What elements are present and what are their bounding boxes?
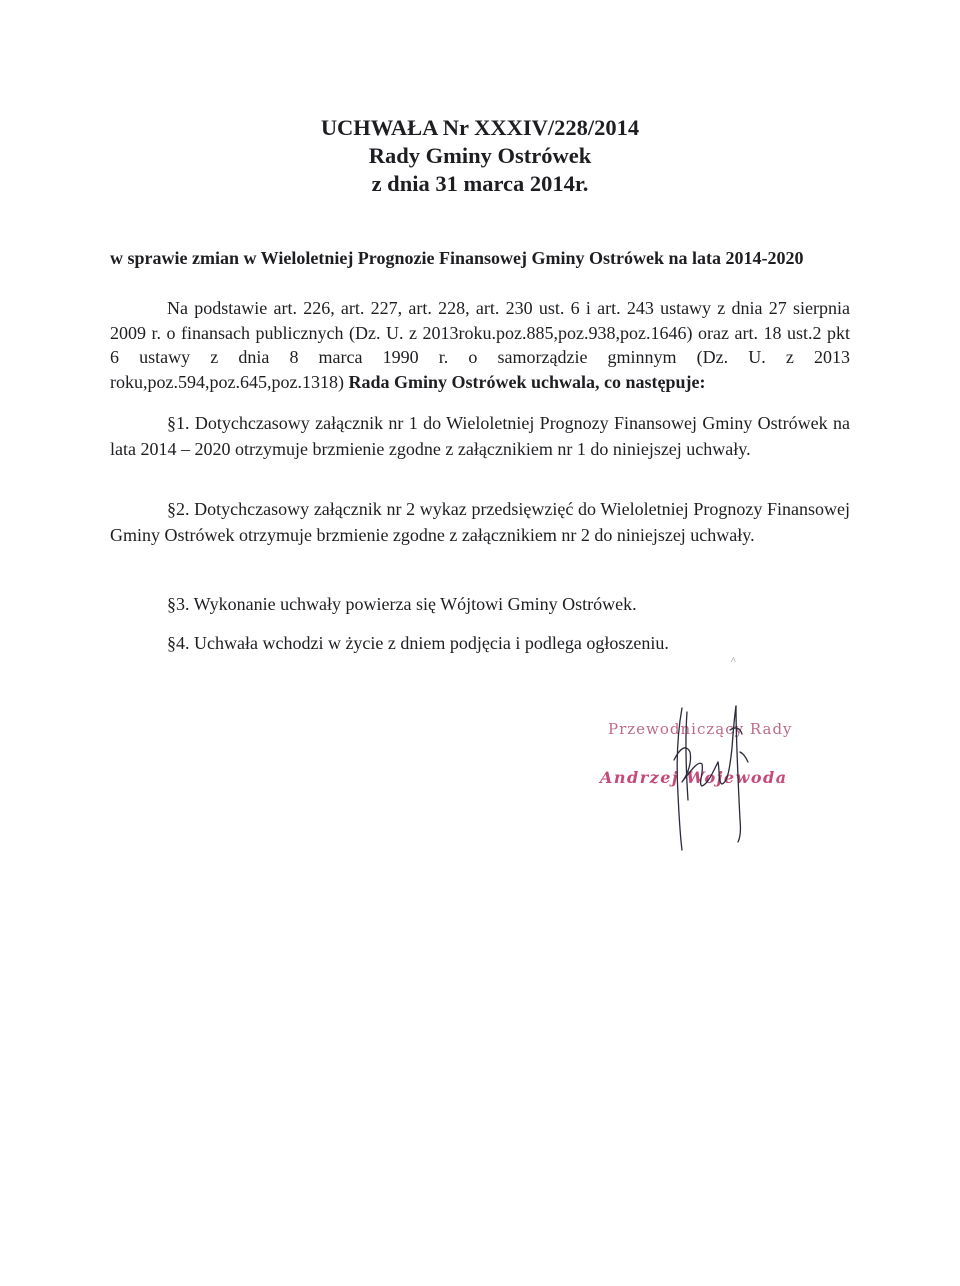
- caret-mark: ^: [731, 656, 736, 667]
- section-3: §3. Wykonanie uchwały powierza się Wójtowi Gminy Ostrówek.: [167, 594, 637, 614]
- handwritten-signature: [590, 700, 810, 860]
- chairman-stamp: [590, 700, 810, 860]
- legal-basis-text: Na podstawie art. 226, art. 227, art. 228, art. 230 ust. 6 i art. 243 ustawy z dnia 27 sierpnia 2009 r. o finansach publicznych (Dz. U. z 2013roku.poz.885,poz.938,poz.1646) oraz art. 18 ust.2 pkt 6 ustawy z dnia 8 marca 1990 r. o samorządzie gminnym (Dz. U. z 2013 roku,poz.594,poz.645,poz.1318): [110, 298, 850, 392]
- stamp-name: Andrzej Wojewoda: [600, 768, 788, 787]
- section-4: §4. Uchwała wchodzi w życie z dniem podjęcia i podlega ogłoszeniu.: [167, 633, 669, 653]
- council-name: Rady Gminy Ostrówek: [368, 143, 592, 168]
- resolution-date: z dnia 31 marca 2014r.: [371, 171, 589, 196]
- legal-basis: [110, 296, 850, 394]
- resolution-number: UCHWAŁA Nr XXXIV/228/2014: [320, 115, 640, 140]
- section-2: §2. Dotychczasowy załącznik nr 2 wykaz przedsięwzięć do Wieloletniej Prognozy Finansowej Gminy Ostrówek otrzymuje brzmienie zgodne z załącznikiem nr 2 do niniejszej uchwały.: [110, 499, 850, 545]
- legal-basis-resolve: Rada Gminy Ostrówek uchwala, co następuje:: [348, 371, 706, 392]
- resolution-subject: w sprawie zmian w Wieloletniej Prognozie Finansowej Gminy Ostrówek na lata 2014-2020: [110, 248, 804, 268]
- resolution-header: [0, 114, 960, 198]
- section-1: §1. Dotychczasowy załącznik nr 1 do Wieloletniej Prognozy Finansowej Gminy Ostrówek na lata 2014 – 2020 otrzymuje brzmienie zgodne z załącznikiem nr 1 do niniejszej uchwały.: [110, 413, 850, 459]
- stamp-title: Przewodniczący Rady: [608, 720, 793, 738]
